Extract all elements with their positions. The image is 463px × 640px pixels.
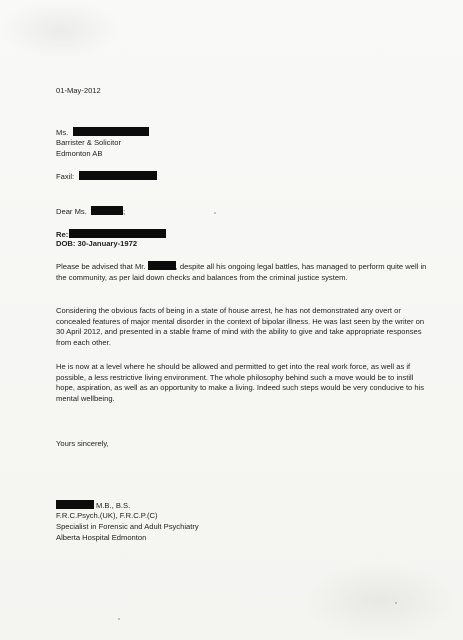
scan-speck bbox=[214, 212, 216, 214]
paragraph-1 bbox=[56, 261, 428, 283]
paragraph-3: He is now at a level where he should be allowed and permitted to get into the real work force, as well as if possible, a less restrictive living environment. The whole philosophy behind such a move would be to instill hope, aspiration, as well as an opportunity to make a living. Indeed such steps would be very conducive to his mental wellbeing. bbox=[56, 362, 425, 403]
paragraph-1-suffix: , despite all his ongoing legal battles, has managed to perform quite well in the community, as per laid down checks and balances from the criminal justice system. bbox=[56, 262, 427, 282]
redaction-bar bbox=[91, 206, 126, 216]
letter-date: 01-May-2012 bbox=[56, 86, 101, 95]
paragraph-2: Considering the obvious facts of being in a state of house arrest, he has not demonstrated any overt or concealed features of major mental disorder in the context of bipolar illness. He was last seen by the writer on 30 April 2012, and presented in a stable frame of mind with the ability to give and take appropriate responses from each other. bbox=[56, 306, 425, 347]
paragraph-1-prefix: Please be advised that Mr. bbox=[56, 262, 146, 271]
scan-smudge bbox=[300, 560, 460, 640]
faxil-line bbox=[56, 171, 157, 183]
signature-institution: Alberta Hospital Edmonton bbox=[56, 533, 147, 542]
re-label: Re: bbox=[56, 230, 69, 239]
recipient-name-line bbox=[56, 127, 149, 139]
recipient-location: Edmonton AB bbox=[56, 149, 103, 158]
signature-specialty: Specialist in Forensic and Adult Psychiatry bbox=[56, 522, 199, 531]
redaction-bar bbox=[79, 171, 157, 180]
redaction-bar bbox=[69, 229, 166, 238]
redaction-bar bbox=[73, 127, 149, 136]
scan-speck bbox=[118, 618, 120, 620]
signature-fellowships: F.R.C.Psych.(UK), F.R.C.P.(C) bbox=[56, 511, 158, 520]
signature-degrees: M.B., B.S. bbox=[96, 501, 131, 510]
redaction-bar bbox=[148, 261, 176, 270]
greeting-prefix: Dear Ms. bbox=[56, 207, 87, 216]
faxil-label: Faxil: bbox=[56, 172, 75, 181]
greeting-line bbox=[56, 206, 125, 218]
recipient-title: Barrister & Solicitor bbox=[56, 138, 121, 147]
scan-speck bbox=[395, 602, 397, 604]
closing: Yours sincerely, bbox=[56, 439, 109, 448]
signature-name-line bbox=[56, 500, 130, 512]
scan-smudge bbox=[0, 0, 120, 60]
redaction-bar bbox=[56, 500, 94, 509]
recipient-prefix: Ms. bbox=[56, 128, 69, 137]
greeting-suffix: ; bbox=[122, 207, 126, 216]
dob-line: DOB: 30-January-1972 bbox=[56, 239, 138, 248]
